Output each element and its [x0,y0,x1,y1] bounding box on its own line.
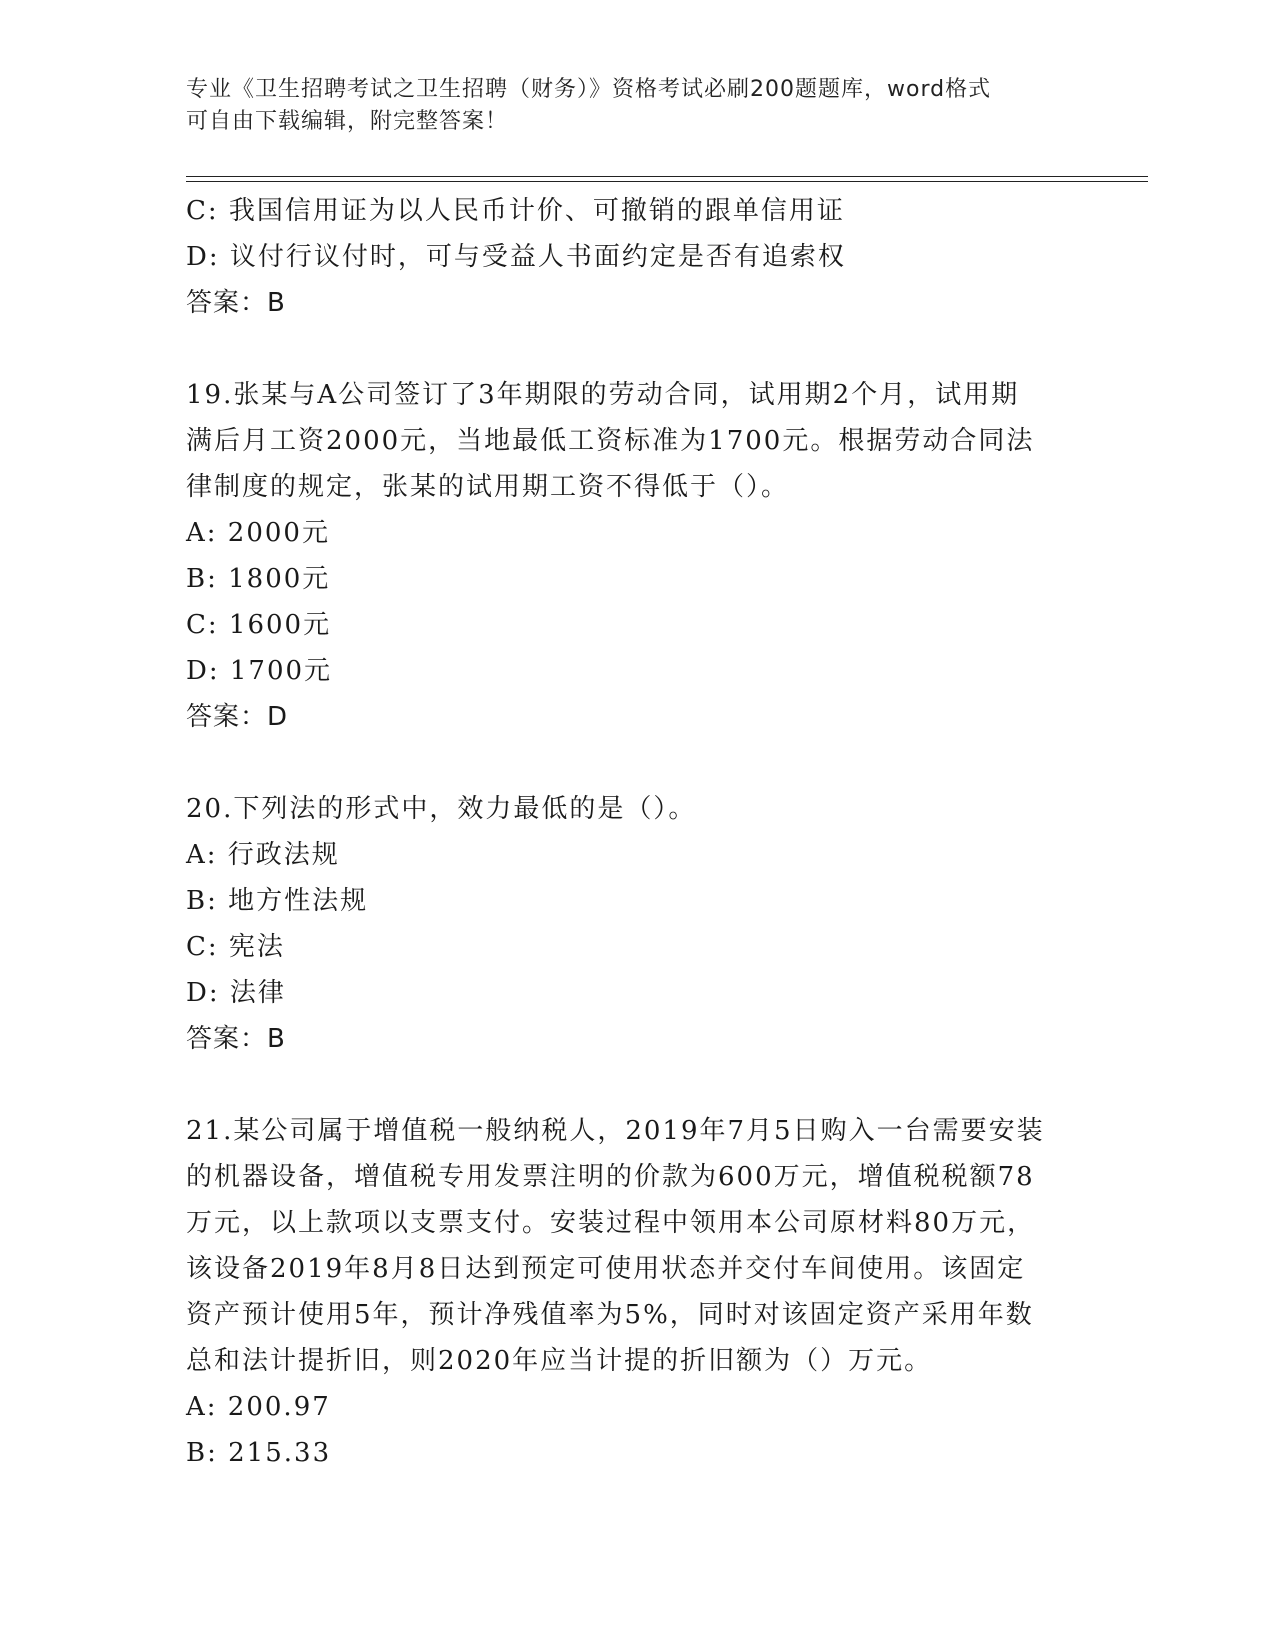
option-b: B: 215.33 [186,1438,332,1468]
question-stem-line: 该设备2019年8月8日达到预定可使用状态并交付车间使用。该固定 [186,1254,1026,1284]
header-title-line-2: 可自由下载编辑，附完整答案！ [186,109,509,134]
question-stem-line: 19.张某与A公司签订了3年期限的劳动合同，试用期2个月，试用期 [186,380,1020,410]
document-header [186,74,1066,138]
question-20 [186,786,1086,1062]
question-21 [186,1108,1086,1476]
option-a: A: 2000元 [186,518,330,548]
option-d: D: 1700元 [186,656,333,686]
question-stem-line: 21.某公司属于增值税一般纳税人，2019年7月5日购入一台需要安装 [186,1116,1045,1146]
question-stem-line: 资产预计使用5年，预计净残值率为5%，同时对该固定资产采用年数 [186,1300,1034,1330]
header-divider-top [186,176,1148,177]
answer-line: 答案：B [186,1024,286,1054]
question-stem-line: 万元，以上款项以支票支付。安装过程中领用本公司原材料80万元， [186,1208,1036,1238]
previous-question-tail [186,188,1086,326]
question-stem-line: 20.下列法的形式中，效力最低的是（）。 [186,794,697,824]
option-d: D: 法律 [186,978,286,1008]
question-19 [186,372,1086,740]
answer-line: 答案：B [186,288,286,318]
question-stem-line: 律制度的规定，张某的试用期工资不得低于（）。 [186,472,790,502]
option-b: B: 1800元 [186,564,331,594]
question-stem-line: 满后月工资2000元，当地最低工资标准为1700元。根据劳动合同法 [186,426,1035,456]
option-b: B: 地方性法规 [186,886,369,916]
option-a: A: 行政法规 [186,840,340,870]
option-c: C: 我国信用证为以人民币计价、可撤销的跟单信用证 [186,196,845,226]
question-stem-line: 总和法计提折旧，则2020年应当计提的折旧额为（）万元。 [186,1346,933,1376]
header-divider-bottom [186,181,1148,182]
option-a: A: 200.97 [186,1392,331,1422]
option-c: C: 宪法 [186,932,285,962]
answer-line: 答案：D [186,702,289,732]
question-stem-line: 的机器设备，增值税专用发票注明的价款为600万元，增值税税额78 [186,1162,1035,1192]
document-body [186,188,1086,1476]
header-title-line-1: 专业《卫生招聘考试之卫生招聘（财务）》资格考试必刷200题题库，word格式 [186,77,992,102]
option-c: C: 1600元 [186,610,332,640]
option-d: D: 议付行议付时，可与受益人书面约定是否有追索权 [186,242,846,272]
